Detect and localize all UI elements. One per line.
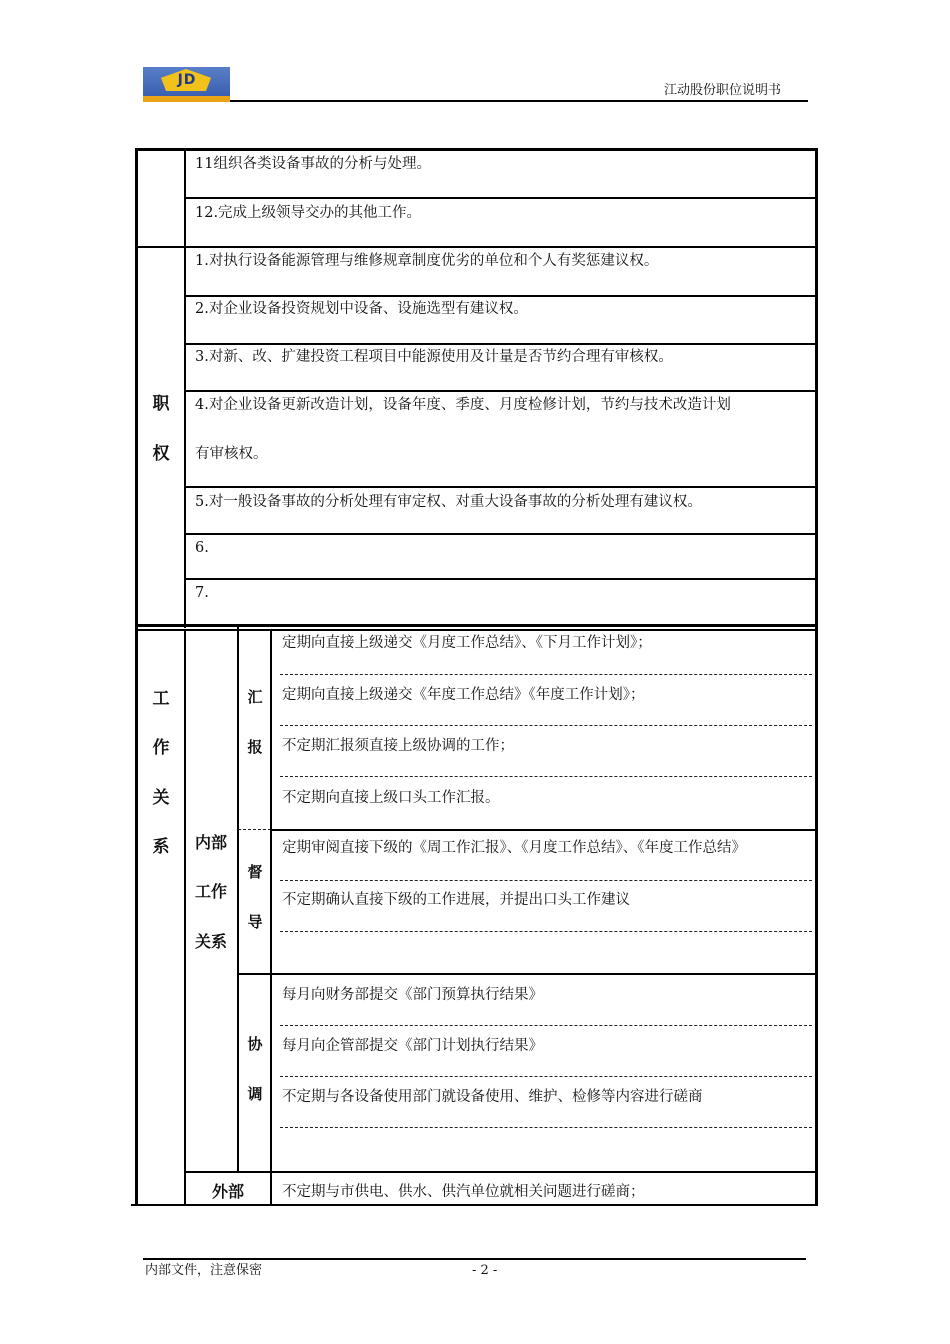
report-item: 定期向直接上级递交《月度工作总结》、《下月工作计划》； — [282, 635, 652, 651]
authority-label-char: 职 — [152, 394, 170, 414]
authority-item-5: 5.对一般设备事故的分析处理有审定权、对重大设备事故的分析处理有建议权。 — [195, 494, 702, 510]
coordinate-label-char: 调 — [247, 1085, 263, 1103]
supervise-label-char: 督 — [247, 863, 263, 881]
duty-item-11: 11组织各类设备事故的分析与处理。 — [195, 156, 431, 172]
work-relations-label-char: 关 — [152, 788, 170, 808]
supervise-label-char: 导 — [247, 913, 263, 931]
authority-item-4: 4.对企业设备更新改造计划，设备年度、季度、月度检修计划，节约与技术改造计划 — [195, 397, 731, 413]
page-number: - 2 - — [472, 1263, 498, 1278]
document-title: 江动股份职位说明书 — [664, 83, 782, 98]
coordinate-item: 每月向企管部提交《部门计划执行结果》 — [282, 1038, 543, 1054]
report-item: 不定期向直接上级口头工作汇报。 — [282, 790, 500, 806]
work-relations-label-char: 工 — [152, 689, 170, 709]
coordinate-label-char: 协 — [247, 1035, 263, 1053]
authority-item-3: 3.对新、改、扩建投资工程项目中能源使用及计量是否节约合理有审核权。 — [195, 349, 673, 365]
authority-item-7: 7. — [195, 585, 209, 601]
report-label-char: 汇 — [247, 688, 263, 706]
internal-relations-label: 内部 — [195, 833, 228, 852]
internal-relations-label: 关系 — [195, 932, 228, 951]
report-item: 定期向直接上级递交《年度工作总结》《年度工作计划》； — [282, 687, 645, 703]
authority-item-6: 6. — [195, 540, 209, 556]
authority-label-char: 权 — [152, 444, 170, 464]
coordinate-item: 每月向财务部提交《部门预算执行结果》 — [282, 987, 543, 1003]
report-item: 不定期汇报须直接上级协调的工作； — [282, 738, 514, 754]
authority-item-2: 2.对企业设备投资规划中设备、设施选型有建议权。 — [195, 301, 528, 317]
work-relations-label-char: 系 — [152, 837, 170, 857]
external-relations-label: 外部 — [212, 1182, 245, 1201]
external-item: 不定期与市供电、供水、供汽单位就相关问题进行磋商； — [282, 1184, 645, 1200]
work-relations-label-char: 作 — [152, 738, 170, 758]
coordinate-item: 不定期与各设备使用部门就设备使用、维护、检修等内容进行磋商 — [282, 1089, 703, 1105]
duty-item-12: 12.完成上级领导交办的其他工作。 — [195, 205, 422, 221]
supervise-item: 不定期确认直接下级的工作进展，并提出口头工作建议 — [282, 892, 630, 908]
report-label-char: 报 — [247, 738, 263, 756]
logo-text: JD — [177, 72, 197, 88]
authority-item-1: 1.对执行设备能源管理与维修规章制度优劣的单位和个人有奖惩建议权。 — [195, 253, 659, 269]
authority-item-4-cont: 有审核权。 — [195, 446, 268, 462]
supervise-item: 定期审阅直接下级的《周工作汇报》、《月度工作总结》、《年度工作总结》 — [282, 840, 746, 856]
confidential-notice: 内部文件，注意保密 — [145, 1263, 263, 1278]
company-logo — [143, 67, 230, 102]
internal-relations-label: 工作 — [195, 882, 228, 901]
